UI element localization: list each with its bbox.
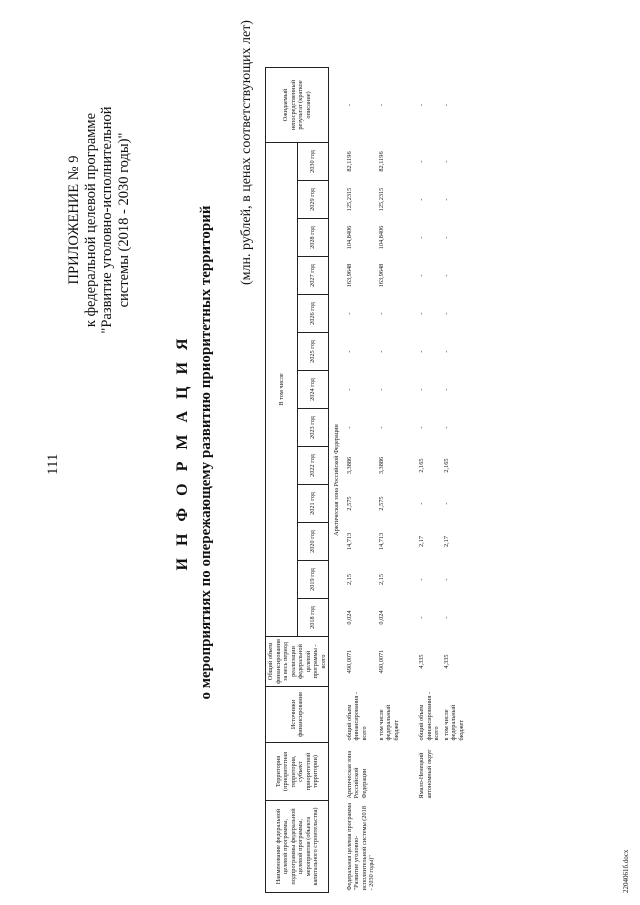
- spacer-cell: [401, 68, 417, 893]
- source-cell: общий объем финансирования - всего: [418, 692, 440, 741]
- year-value-cell: 3,3886: [345, 456, 353, 475]
- header-year: 2021 год: [297, 485, 329, 523]
- table-body: [329, 68, 467, 893]
- year-value-cell: 2,575: [377, 496, 385, 511]
- total-cell: 490,0071: [345, 649, 353, 674]
- header-year: 2028 год: [297, 219, 329, 257]
- table-row: [442, 68, 467, 893]
- table-row: [345, 68, 377, 893]
- header-year: 2027 год: [297, 257, 329, 295]
- header-total: Общий объем финансирования за весь период реализации федеральной целевой программы - всего: [266, 637, 329, 687]
- program-name-cell: Федеральная целевая программа "Развитие уголовно-исполнительной системы (2018 - 2030 годы)": [345, 802, 375, 891]
- funding-table: [265, 67, 466, 893]
- year-value-cell: -: [418, 312, 425, 315]
- year-value-cell: -: [418, 274, 425, 277]
- total-cell: 490,0071: [377, 649, 385, 674]
- year-value-cell: 0,024: [377, 610, 385, 625]
- year-value-cell: 163,9648: [345, 263, 353, 288]
- year-value-cell: 104,8406: [345, 225, 353, 250]
- total-cell: 4,335: [418, 654, 425, 669]
- year-value-cell: 2,15: [345, 573, 353, 586]
- result-cell: -: [418, 103, 425, 107]
- year-value-cell: 125,2315: [377, 187, 385, 212]
- year-value-cell: -: [345, 426, 353, 429]
- year-value-cell: 82,1196: [345, 151, 353, 172]
- year-value-cell: -: [418, 236, 425, 239]
- header-row-1: [266, 68, 298, 893]
- header-year: 2025 год: [297, 333, 329, 371]
- year-value-cell: -: [442, 578, 450, 581]
- territory-cell: Арктическая зона Российской Федерации: [345, 750, 368, 799]
- year-value-cell: 14,713: [345, 532, 353, 551]
- year-value-cell: -: [442, 426, 450, 429]
- source-cell: в том числе федеральный бюджет: [377, 704, 400, 741]
- year-value-cell: -: [442, 274, 450, 277]
- year-value-cell: -: [442, 616, 450, 619]
- appendix-line-2: к федеральной целевой программе: [82, 112, 99, 328]
- year-value-cell: -: [377, 426, 385, 429]
- file-name-footer: 2204061б.docx: [622, 849, 630, 893]
- section-title: Арктическая зона Российской Федерации: [333, 424, 340, 536]
- year-value-cell: -: [418, 350, 425, 353]
- year-value-cell: -: [442, 198, 450, 201]
- program-name-cell: [417, 801, 442, 893]
- year-value-cell: -: [377, 312, 385, 315]
- year-value-cell: -: [418, 388, 425, 391]
- year-value-cell: -: [345, 350, 353, 353]
- year-value-cell: 14,713: [377, 532, 385, 551]
- year-value-cell: 0,024: [345, 610, 353, 625]
- appendix-line-1: ПРИЛОЖЕНИЕ № 9: [66, 155, 82, 285]
- year-value-cell: -: [418, 426, 425, 429]
- year-value-cell: 2,165: [418, 458, 425, 473]
- source-cell: в том числе федеральный бюджет: [442, 704, 465, 741]
- year-value-cell: 163,9648: [377, 263, 385, 288]
- result-cell: -: [442, 103, 450, 107]
- document-title: И Н Ф О Р М А Ц И Я: [174, 334, 191, 571]
- header-year: 2020 год: [297, 523, 329, 561]
- year-value-cell: 2,17: [442, 535, 450, 548]
- appendix-line-3: "Развитие уголовно-исполнительной: [99, 106, 115, 334]
- year-value-cell: 2,17: [418, 535, 425, 548]
- document-subtitle: о мероприятиях по опережающему развитию приоритетных территорий: [198, 205, 214, 700]
- year-value-cell: -: [442, 502, 450, 505]
- appendix-line-4: системы (2018 - 2030 годы)": [115, 132, 132, 308]
- year-value-cell: -: [442, 236, 450, 239]
- program-name-cell: [377, 801, 402, 893]
- header-year: 2018 год: [297, 599, 329, 637]
- appendix-block: [66, 55, 132, 385]
- header-year: 2022 год: [297, 447, 329, 485]
- header-year: 2023 год: [297, 409, 329, 447]
- year-value-cell: 2,15: [377, 573, 385, 586]
- year-value-cell: 104,8406: [377, 225, 385, 250]
- header-result: Ожидаемый непосредственный результат (краткое описание): [266, 68, 329, 143]
- year-value-cell: -: [345, 312, 353, 315]
- year-value-cell: -: [418, 198, 425, 201]
- year-value-cell: 3,3886: [377, 456, 385, 475]
- result-cell: -: [345, 103, 353, 107]
- source-cell: общий объем финансирования - всего: [345, 692, 368, 741]
- year-value-cell: -: [345, 388, 353, 391]
- year-value-cell: 2,575: [345, 496, 353, 511]
- total-cell: 4,335: [442, 654, 450, 669]
- header-source: Источники финансирования: [266, 687, 329, 743]
- header-name: Наименование федеральной целевой программы, подпрограммы федеральной целевой программы, мероприятия (объекта капитального строительства): [266, 801, 329, 893]
- territory-cell: Ямало-Ненецкий автономный округ: [418, 749, 433, 799]
- year-value-cell: -: [442, 312, 450, 315]
- page-number: 111: [45, 453, 61, 475]
- header-year: 2030 год: [297, 143, 329, 181]
- result-cell: -: [377, 103, 385, 107]
- territory-cell: [442, 743, 467, 801]
- territory-cell: [377, 743, 402, 801]
- year-value-cell: -: [377, 350, 385, 353]
- year-value-cell: -: [418, 160, 425, 163]
- header-year: 2029 год: [297, 181, 329, 219]
- unit-note: (млн. рублей, в ценах соответствующих лет): [239, 20, 254, 285]
- header-territory: Территория (приоритетная территория, субъект приоритетной территории): [266, 743, 329, 801]
- year-value-cell: 125,2315: [345, 187, 353, 212]
- year-value-cell: -: [418, 502, 425, 505]
- program-name-cell: [442, 801, 467, 893]
- year-value-cell: -: [418, 578, 425, 581]
- year-value-cell: -: [442, 388, 450, 391]
- year-value-cell: 2,165: [442, 458, 450, 473]
- spacer-row: [401, 68, 417, 893]
- year-value-cell: -: [377, 388, 385, 391]
- section-row: [329, 68, 345, 893]
- year-value-cell: -: [442, 350, 450, 353]
- year-value-cell: 82,1196: [377, 151, 385, 172]
- header-year: 2024 год: [297, 371, 329, 409]
- year-value-cell: -: [442, 160, 450, 163]
- table-row: [417, 68, 442, 893]
- year-value-cell: -: [418, 616, 425, 619]
- header-year: 2019 год: [297, 561, 329, 599]
- table-row: [377, 68, 402, 893]
- header-year: 2026 год: [297, 295, 329, 333]
- header-incl: В том числе: [266, 143, 298, 637]
